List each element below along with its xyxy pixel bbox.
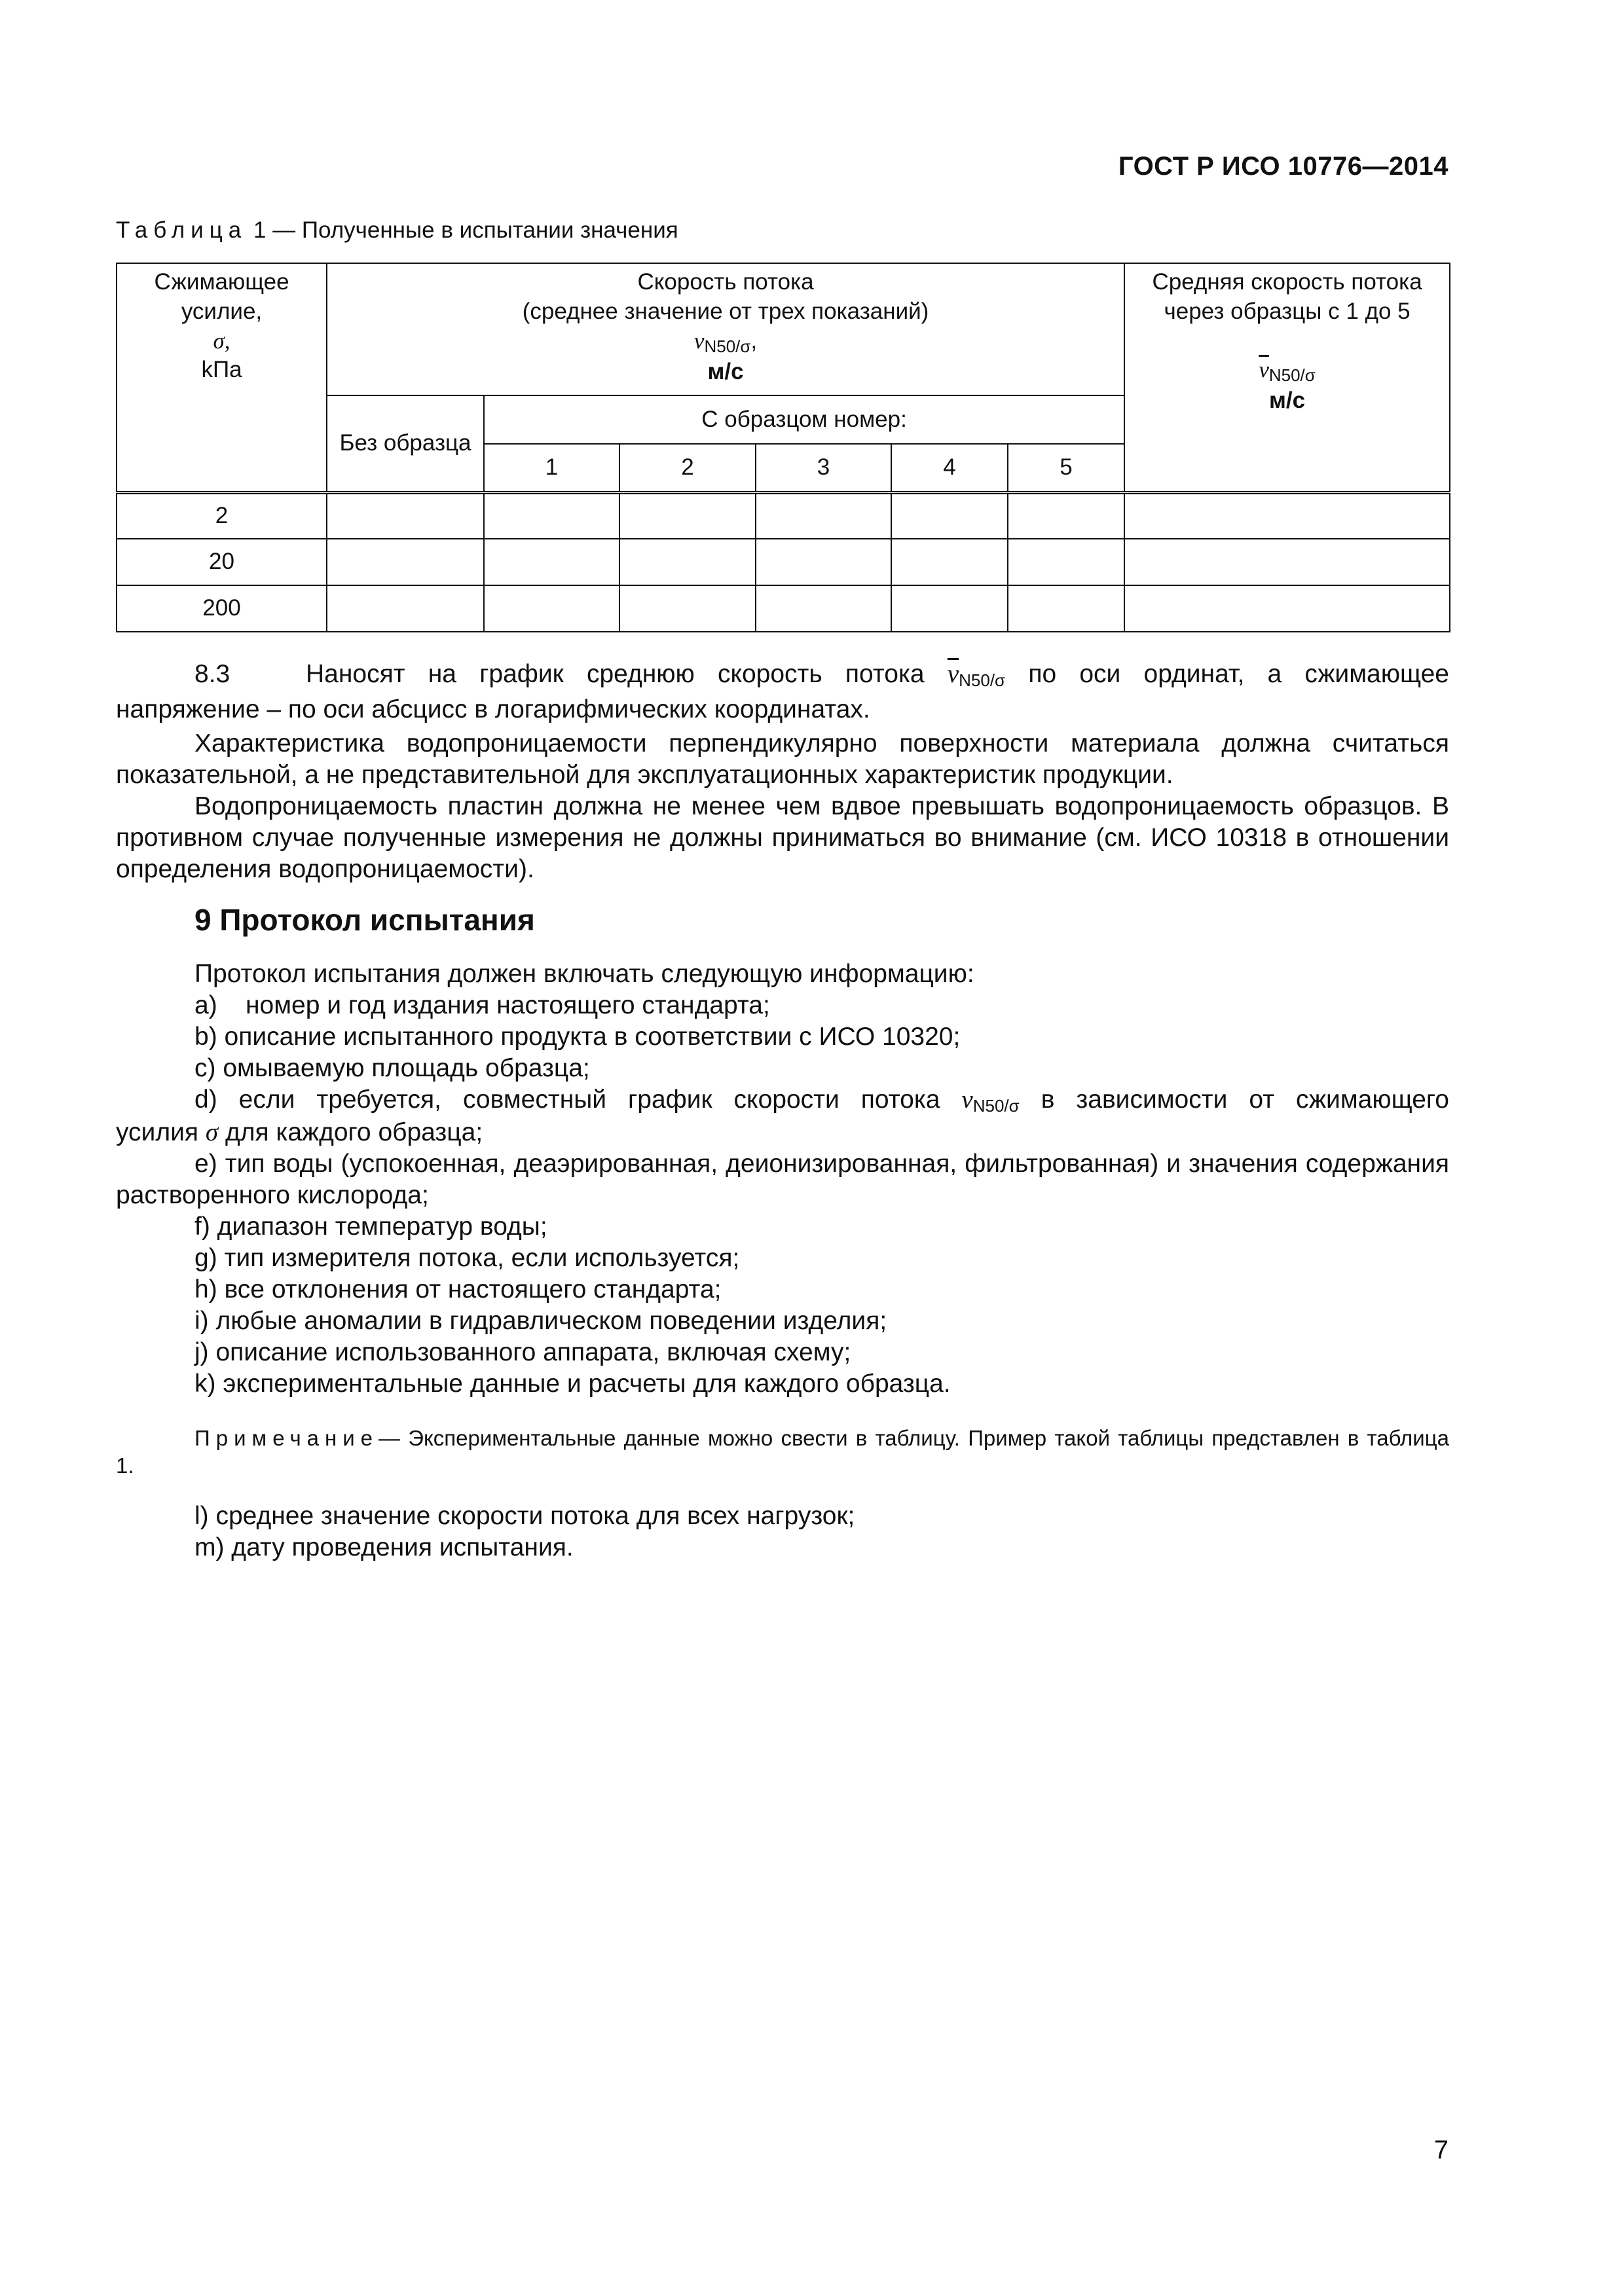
table-cell (1124, 539, 1450, 585)
list-item-d-part2: в зависимости от сжимающего (1041, 1085, 1449, 1114)
para-8-3-p2: Характеристика водопроницаемости перпендикулярно поверхности материала должна считаться показательной, а не представительной для эксплуатационных характеристик продукции. (116, 729, 1449, 789)
header-sample-1: 1 (484, 444, 619, 492)
section-9-title: 9 Протокол испытания (194, 903, 535, 937)
row-force-value: 20 (117, 539, 327, 585)
table-caption-text: 1 — Полученные в испытании значения (253, 217, 678, 243)
flow-symbol-v: v (961, 1085, 973, 1114)
col1-line2: усилие, (181, 298, 263, 324)
table-cell (1008, 539, 1124, 585)
flow-symbol-v: $\overline{v}$ (947, 660, 959, 688)
col2-symbol-v: v (693, 327, 705, 354)
note-text: — Экспериментальные данные можно свести в таблицу. Пример такой таблицы представлен в таблица 1. (116, 1426, 1449, 1478)
list-item-f: f) диапазон температур воды; (194, 1212, 547, 1241)
list-item-d-line2-part2: для каждого образца; (225, 1118, 483, 1146)
col3-line2: через образцы с 1 до 5 (1164, 298, 1411, 324)
col1-unit: kПа (201, 357, 242, 383)
header-average-flow-velocity (1124, 263, 1450, 492)
col2-symbol-after: , (750, 327, 758, 354)
table-cell (1124, 492, 1450, 539)
col2-line2: (среднее значение от трех показаний) (522, 298, 929, 324)
table-cell (756, 492, 891, 539)
page-number: 7 (1433, 2136, 1449, 2164)
col3-unit: м/с (1269, 387, 1306, 413)
table-caption (116, 217, 678, 244)
list-item-i: i) любые аномалии в гидравлическом поведении изделия; (194, 1307, 887, 1335)
col2-line1: Скорость потока (637, 269, 814, 295)
document-code: ГОСТ Р ИСО 10776—2014 (1118, 152, 1449, 181)
table-cell (1008, 492, 1124, 539)
row-force-value: 2 (117, 492, 327, 539)
table-cell (1124, 585, 1450, 632)
section-9-intro: Протокол испытания должен включать следующую информацию: (194, 960, 974, 988)
header-with-sample: С образцом номер: (484, 395, 1124, 444)
col3-symbol (1130, 355, 1444, 386)
list-item-m: m) дату проведения испытания. (194, 1533, 574, 1561)
table-cell (891, 539, 1008, 585)
table-cell (619, 539, 756, 585)
table-cell (1008, 585, 1124, 632)
results-table (116, 263, 1450, 632)
section-number: 8.3 (194, 660, 231, 688)
list-item-c: c) омываемую площадь образца; (194, 1054, 590, 1082)
flow-symbol-sub: N50/σ (972, 1096, 1020, 1116)
header-sample-3: 3 (756, 444, 891, 492)
table-cell (327, 539, 484, 585)
list-item-l: l) среднее значение скорости потока для всех нагрузок; (194, 1502, 855, 1530)
sigma-symbol: σ (205, 1118, 219, 1146)
col3-symbol-v: $\overline{v}$ (1259, 356, 1269, 382)
list-item-j: j) описание использованного аппарата, включая схему; (194, 1338, 851, 1366)
list-item-d-line1 (116, 1084, 1449, 1121)
para-8-3-p3: Водопроницаемость пластин должна не менее чем вдвое превышать водопроницаемость образцов. В противном случае полученные измерения не должны приниматься во внимание (см. ИСО 10318 в отношении определения водопроницаемости). (116, 792, 1449, 883)
col2-symbol-sub: N50/σ (704, 336, 751, 356)
table-cell (484, 585, 619, 632)
table-cell (327, 492, 484, 539)
para-8-3-line1 (116, 659, 1449, 696)
table-cell (891, 585, 1008, 632)
header-without-sample: Без образца (327, 395, 484, 492)
note (116, 1425, 1449, 1480)
table-caption-label: Таблица (116, 217, 248, 243)
note-label: Примечание (194, 1426, 379, 1450)
table-cell (756, 585, 891, 632)
para-8-3-part1: Наносят на график среднюю скорость потока (306, 660, 925, 688)
table-cell (756, 539, 891, 585)
table-cell (619, 585, 756, 632)
para-8-3-line2: напряжение – по оси абсцисс в логарифмических координатах. (116, 695, 870, 723)
table-cell (619, 492, 756, 539)
list-item-k: k) экспериментальные данные и расчеты для каждого образца. (194, 1370, 951, 1398)
flow-symbol-sub: N50/σ (959, 670, 1006, 690)
table-cell (484, 539, 619, 585)
list-item-d-line2 (116, 1117, 1449, 1148)
col2-unit: м/с (707, 358, 744, 384)
header-compressive-force (117, 263, 327, 492)
list-item-d-part1: d) если требуется, совместный график скорости потока (194, 1085, 940, 1114)
header-sample-2: 2 (619, 444, 756, 492)
para-8-3-part2: по оси ординат, а сжимающее (1028, 660, 1449, 688)
list-item-a: a) номер и год издания настоящего стандарта; (194, 991, 770, 1019)
list-item-g: g) тип измерителя потока, если используется; (194, 1244, 740, 1272)
header-sample-4: 4 (891, 444, 1008, 492)
list-item-b: b) описание испытанного продукта в соответствии с ИСО 10320; (194, 1023, 961, 1051)
table-cell (891, 492, 1008, 539)
table-cell (484, 492, 619, 539)
header-sample-5: 5 (1008, 444, 1124, 492)
col1-line1: Сжимающее (154, 269, 289, 295)
list-item-d-line2-part1: усилия (116, 1118, 199, 1146)
list-item-e: e) тип воды (успокоенная, деаэрированная, деионизированная, фильтрованная) и значения содержания растворенного кислорода; (116, 1150, 1449, 1209)
col2-symbol (333, 327, 1118, 357)
table-cell (327, 585, 484, 632)
col3-line1: Средняя скорость потока (1152, 269, 1422, 295)
col3-symbol-sub: N50/σ (1268, 365, 1316, 385)
list-item-h: h) все отклонения от настоящего стандарта; (194, 1275, 722, 1303)
col1-symbol: σ, (213, 327, 231, 354)
row-force-value: 200 (117, 585, 327, 632)
header-flow-velocity (327, 263, 1124, 395)
